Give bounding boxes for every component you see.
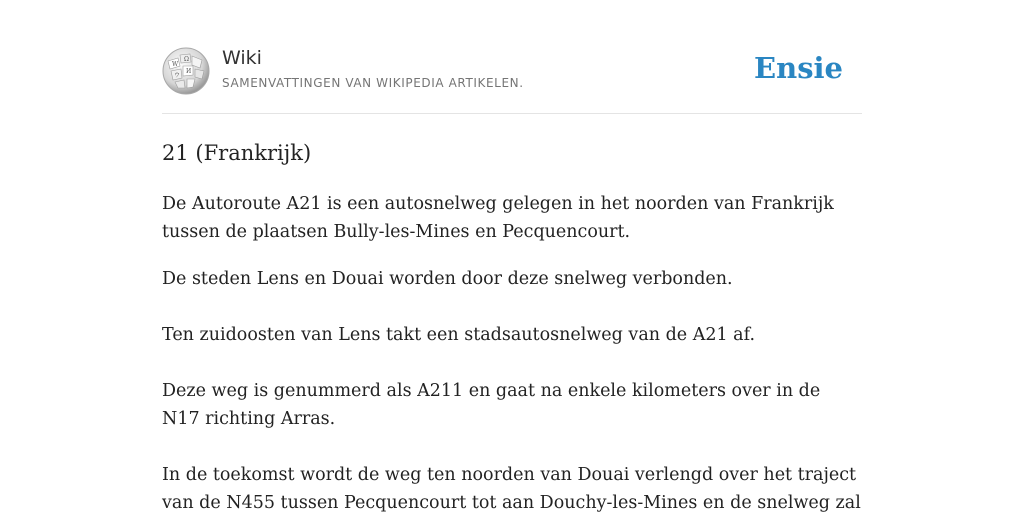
site-name[interactable]: Wiki — [222, 47, 262, 69]
svg-text:W: W — [172, 61, 179, 68]
site-tagline: SAMENVATTINGEN VAN WIKIPEDIA ARTIKELEN. — [222, 76, 524, 90]
article-body — [162, 190, 862, 512]
svg-text:И: И — [186, 68, 192, 75]
svg-text:Ω: Ω — [184, 56, 189, 63]
article-paragraph: Ten zuidoosten van Lens takt een stadsautosnelweg van de A21 af. — [162, 325, 756, 345]
article-title: 21 (Frankrijk) — [162, 141, 312, 165]
article-paragraph: Deze weg is genummerd als A211 en gaat na enkele kilometers over in de N17 richting Arras. — [162, 381, 821, 429]
svg-text:ウ: ウ — [174, 72, 181, 79]
article-paragraph: De steden Lens en Douai worden door deze snelweg verbonden. — [162, 269, 733, 289]
site-header — [162, 0, 862, 114]
wikipedia-globe-icon[interactable] — [162, 47, 210, 95]
brand-logo[interactable]: Ensie — [754, 51, 843, 85]
main-container — [162, 0, 862, 512]
article-paragraph: In de toekomst wordt de weg ten noorden van Douai verlengd over het traject van de N455 tussen Pecquencourt tot aan Douchy-les-Mines en de snelweg zal — [162, 465, 861, 512]
article-paragraph: De Autoroute A21 is een autosnelweg gelegen in het noorden van Frankrijk tussen de plaatsen Bully-les-Mines en Pecquencourt. — [162, 194, 834, 242]
